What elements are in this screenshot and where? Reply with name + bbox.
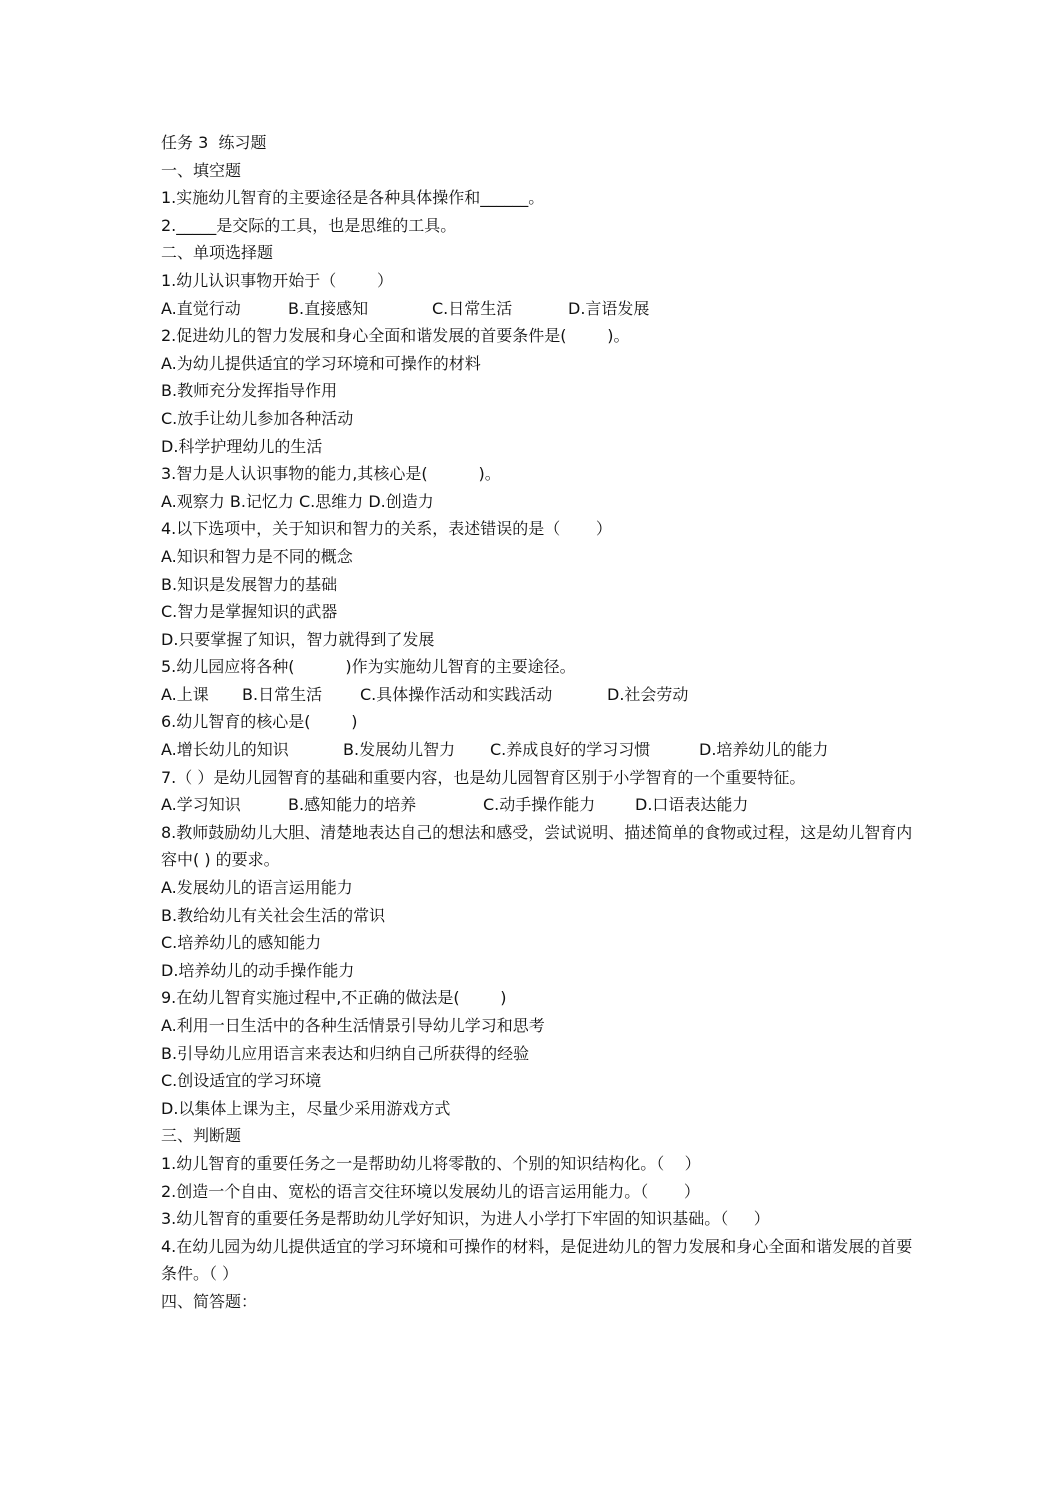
choice-q2-option-c: C.放手让幼儿参加各种活动	[161, 408, 354, 428]
choice-q1: 1.幼儿认识事物开始于（ ）	[161, 270, 393, 290]
true-false-q4: 4.在幼儿园为幼儿提供适宜的学习环境和可操作的材料，是促进幼儿的智力发展和身心全面和谐发展的首要条件。（ ）	[161, 1236, 913, 1284]
choice-q4-option-d: D.只要掌握了知识，智力就得到了发展	[161, 629, 435, 649]
true-false-q3: 3.幼儿智育的重要任务是帮助幼儿学好知识，为进人小学打下牢固的知识基础。（ ）	[161, 1209, 770, 1229]
document-page	[161, 129, 921, 1316]
choice-q9-option-c: C.创设适宜的学习环境	[161, 1071, 322, 1091]
choice-q5: 5.幼儿园应将各种( )作为实施幼儿智育的主要途径。	[161, 657, 576, 677]
page-title: 任务 3 练习题	[161, 133, 267, 152]
option-d: D.口语表达能力	[635, 795, 749, 815]
choice-q4-option-a: A.知识和智力是不同的概念	[161, 546, 353, 566]
section-heading-single-choice: 二、单项选择题	[161, 243, 274, 263]
option-d: D.培养幼儿的能力	[699, 740, 829, 760]
choice-q9-option-d: D.以集体上课为主，尽量少采用游戏方式	[161, 1098, 451, 1118]
choice-q8: 8.教师鼓励幼儿大胆、清楚地表达自己的想法和感受，尝试说明、描述简单的食物或过程，这是幼儿智育内容中( ) 的要求。	[161, 822, 913, 870]
option-c: C.日常生活	[432, 298, 513, 318]
choice-q5-options	[161, 681, 921, 709]
option-c: C.具体操作活动和实践活动	[360, 684, 553, 704]
option-b: B.直接感知	[288, 298, 369, 318]
section-heading-fill-blank: 一、填空题	[161, 160, 242, 180]
fill-blank-q2: 2._____是交际的工具，也是思维的工具。	[161, 215, 457, 235]
choice-q2-option-a: A.为幼儿提供适宜的学习环境和可操作的材料	[161, 353, 481, 373]
option-a: A.上课	[161, 684, 209, 704]
option-b: B.发展幼儿智力	[343, 740, 456, 760]
choice-q2-option-b: B.教师充分发挥指导作用	[161, 381, 338, 401]
choice-q7-options	[161, 791, 921, 819]
choice-q8-option-b: B.教给幼儿有关社会生活的常识	[161, 905, 386, 925]
choice-q4-option-b: B.知识是发展智力的基础	[161, 574, 338, 594]
choice-q8-option-a: A.发展幼儿的语言运用能力	[161, 878, 353, 898]
choice-q4: 4.以下选项中，关于知识和智力的关系，表述错误的是（ ）	[161, 519, 612, 539]
choice-q2: 2.促进幼儿的智力发展和身心全面和谐发展的首要条件是( )。	[161, 326, 630, 346]
true-false-q2: 2.创造一个自由、宽松的语言交往环境以发展幼儿的语言运用能力。（ ）	[161, 1181, 700, 1201]
option-a: A.学习知识	[161, 795, 241, 815]
choice-q6: 6.幼儿智育的核心是( )	[161, 712, 358, 732]
option-a: A.直觉行动	[161, 298, 241, 318]
choice-q2-option-d: D.科学护理幼儿的生活	[161, 436, 323, 456]
choice-q9-option-b: B.引导幼儿应用语言来表达和归纳自己所获得的经验	[161, 1043, 530, 1063]
choice-q4-option-c: C.智力是掌握知识的武器	[161, 602, 338, 622]
option-d: D.言语发展	[568, 298, 650, 318]
option-c: C.养成良好的学习习惯	[490, 740, 651, 760]
choice-q8-option-d: D.培养幼儿的动手操作能力	[161, 960, 355, 980]
option-b: B.感知能力的培养	[288, 795, 417, 815]
choice-q3-options: A.观察力 B.记忆力 C.思维力 D.创造力	[161, 491, 434, 511]
option-a: A.增长幼儿的知识	[161, 740, 289, 760]
choice-q1-options	[161, 295, 921, 323]
option-c: C.动手操作能力	[483, 795, 596, 815]
choice-q3: 3.智力是人认识事物的能力,其核心是( )。	[161, 464, 501, 484]
choice-q9-option-a: A.利用一日生活中的各种生活情景引导幼儿学习和思考	[161, 1016, 545, 1035]
section-heading-short-answer: 四、简答题：	[161, 1291, 258, 1311]
option-d: D.社会劳动	[607, 684, 689, 704]
choice-q9: 9.在幼儿智育实施过程中,不正确的做法是( )	[161, 988, 507, 1008]
option-b: B.日常生活	[242, 684, 323, 704]
true-false-q1: 1.幼儿智育的重要任务之一是帮助幼儿将零散的、个别的知识结构化。（ ）	[161, 1153, 701, 1173]
choice-q6-options	[161, 736, 921, 764]
choice-q7: 7.（ ）是幼儿园智育的基础和重要内容，也是幼儿园智育区别于小学智育的一个重要特征。	[161, 767, 806, 787]
choice-q8-option-c: C.培养幼儿的感知能力	[161, 933, 322, 953]
section-heading-true-false: 三、判断题	[161, 1126, 242, 1146]
fill-blank-q1: 1.实施幼儿智育的主要途径是各种具体操作和______。	[161, 188, 545, 208]
